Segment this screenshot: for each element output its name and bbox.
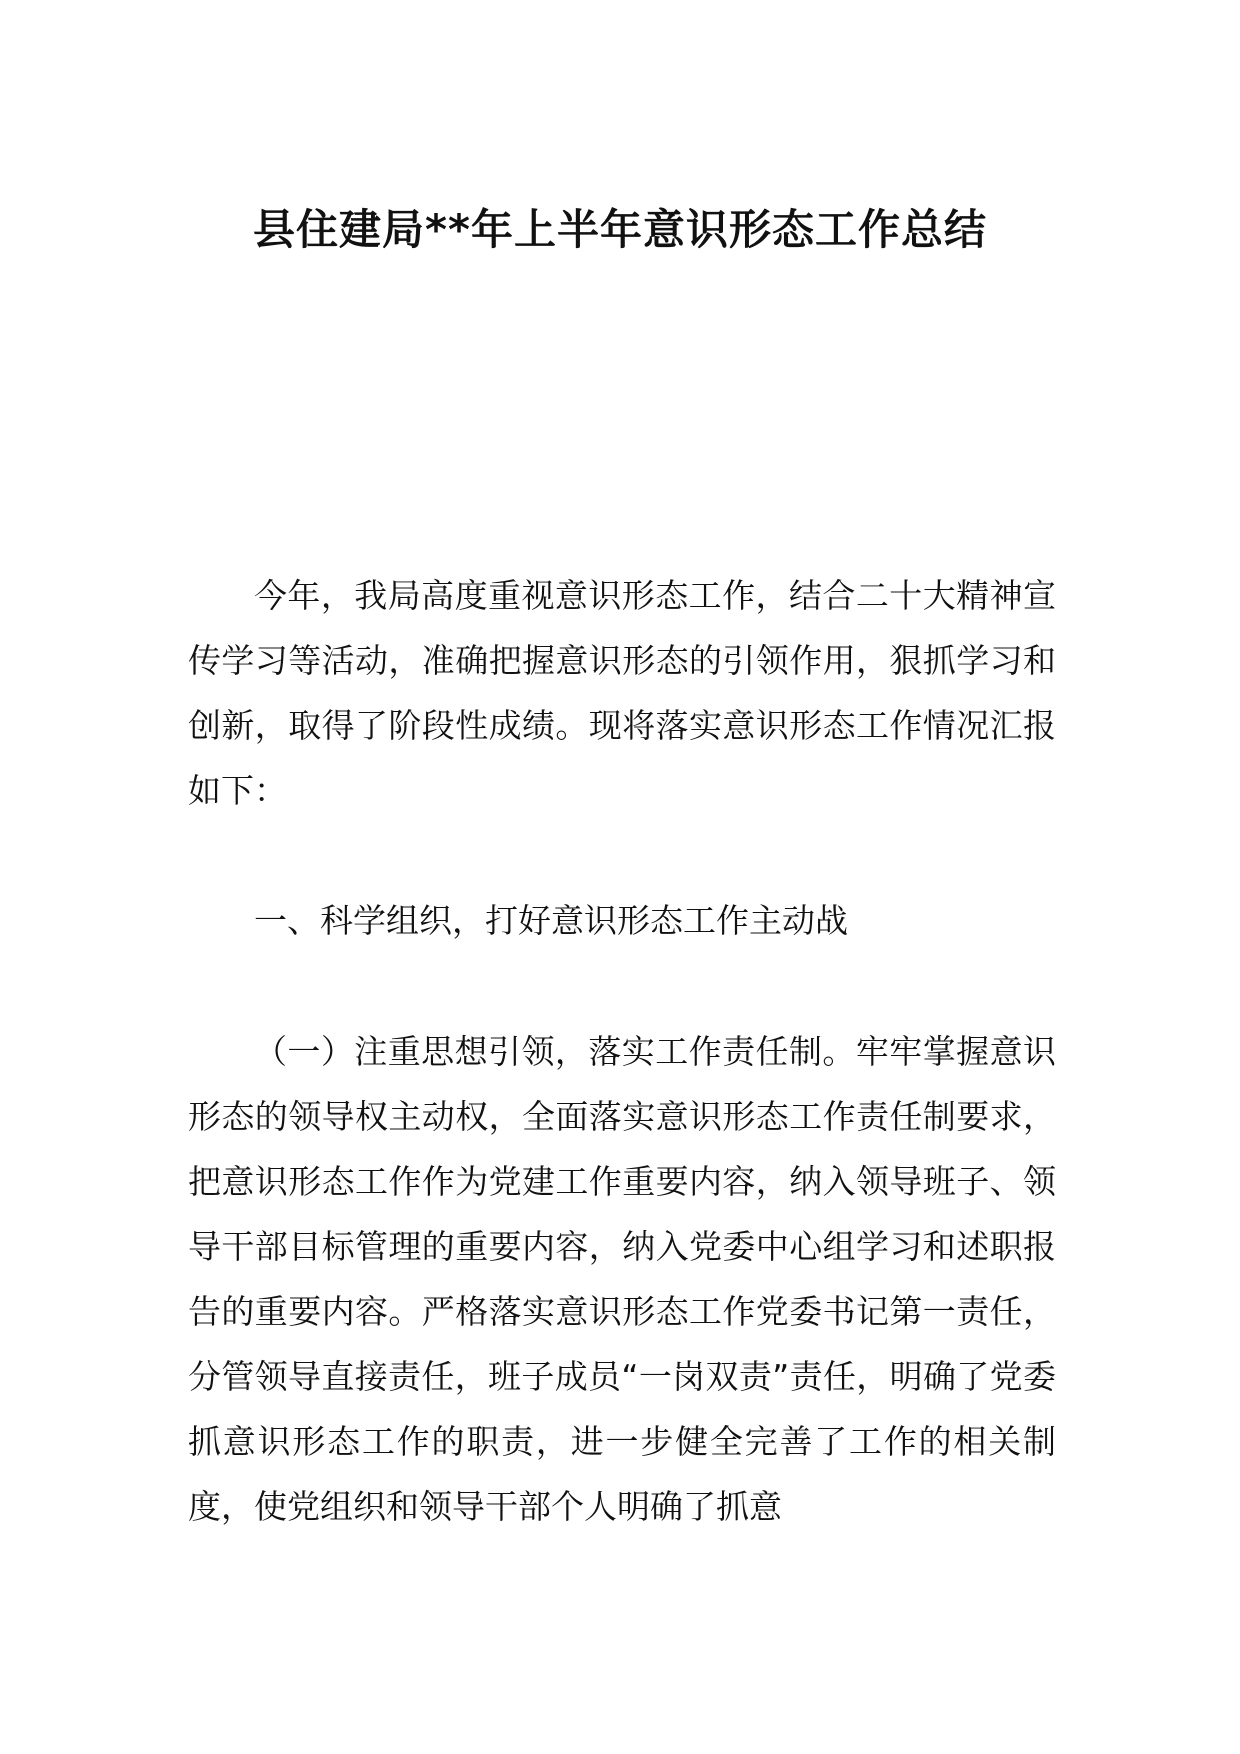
section-heading-1: 一、科学组织，打好意识形态工作主动战	[254, 901, 848, 940]
intro-paragraph: 今年，我局高度重视意识形态工作，结合二十大精神宣传学习等活动，准确把握意识形态的引领作用，狠抓学习和创新，取得了阶段性成绩。现将落实意识形态工作情况汇报如下：	[188, 576, 1056, 810]
document-title: 县住建局**年上半年意识形态工作总结	[253, 205, 987, 254]
subsection-paragraph-1-1: （一）注重思想引领，落实工作责任制。牢牢掌握意识形态的领导权主动权，全面落实意识形态工作责任制要求，把意识形态工作作为党建工作重要内容，纳入领导班子、领导干部目标管理的重要内容，纳入党委中心组学习和述职报告的重要内容。严格落实意识形态工作党委书记第一责任，分管领导直接责任，班子成员“一岗双责”责任，明确了党委抓意识形态工作的职责，进一步健全完善了工作的相关制度，使党组织和领导干部个人明确了抓意	[188, 1032, 1056, 1526]
